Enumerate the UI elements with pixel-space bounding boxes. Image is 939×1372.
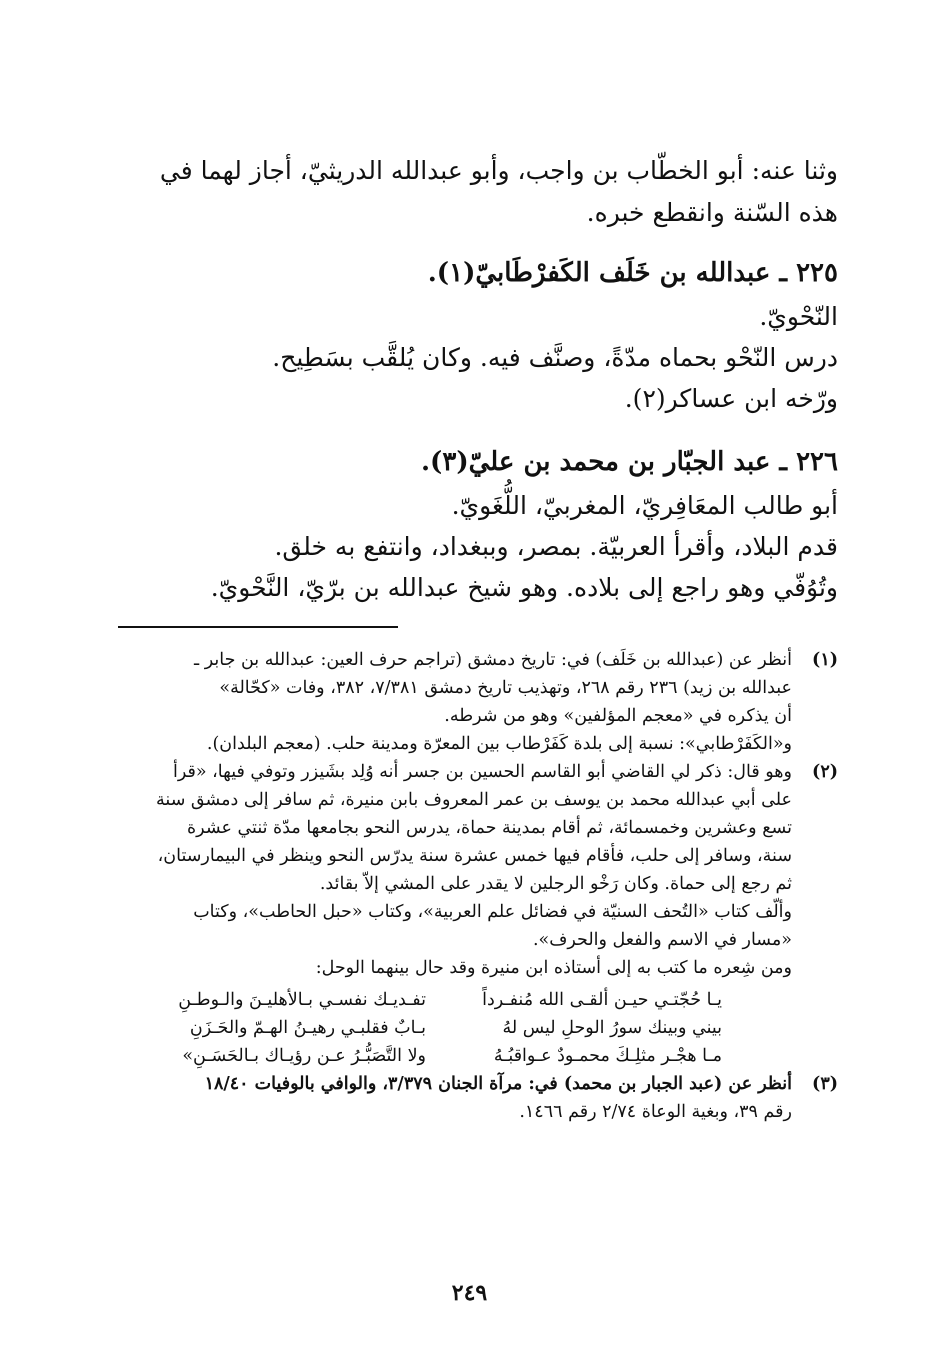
footnote-body xyxy=(110,758,792,1070)
poem-hemistich: بيني وبينك سورُ الوحلِ ليس لهُ xyxy=(502,1018,722,1038)
poem-hemistich: تفـديـك نفسـي بـالأهليـنَ والـوطـنِ xyxy=(178,990,426,1010)
page-content xyxy=(110,150,838,1126)
footnote-1 xyxy=(110,646,838,758)
footnote-line: و«الكَفَرْطابي»: نسبة إلى بلدة كَفَرْطاب بين المعرّة ومدينة حلب. (معجم البلدان). xyxy=(206,734,792,754)
intro-line: وثنا عنه: أبو الخطّاب بن واجب، وأبو عبدالله الدريثيّ، أجاز لهما في xyxy=(159,156,838,185)
footnote-body xyxy=(110,646,792,758)
footnote-number: (٢) xyxy=(812,762,838,782)
footnote-line: رقم ٣٩، وبغية الوعاة ٢/٧٤ رقم ١٤٦٦. xyxy=(519,1102,792,1122)
footnote-line: أن يذكره في «معجم المؤلفين» وهو من شرطه. xyxy=(444,706,792,726)
footnote-line: ومن شِعره ما كتب به إلى أستاذه ابن منيرة وقد حال بينهما الوحل: xyxy=(315,958,792,978)
footnote-line: «مسار في الاسم والفعل والحرف». xyxy=(532,930,792,950)
poem-hemistich: بـابٌ فقلبـي رهيـنُ الهـمّ والحَـزَنِ xyxy=(189,1018,426,1038)
footnote-number: (٣) xyxy=(812,1074,838,1094)
poem-hemistich: يـا حُجّتـي حيـن ألقـى الله مُنفـرداً xyxy=(482,990,722,1010)
intro-paragraph xyxy=(110,150,838,234)
footnote-line: تسع وعشرين وخمسمائة، ثم أقام بمدينة حماة، يدرس النحو بجامعها مدّة ثنتي عشرة xyxy=(187,818,792,838)
footnote-divider xyxy=(118,626,398,628)
entry-line: أبو طالب المعَافِريّ، المغربيّ، اللُّغَويّ. xyxy=(451,491,838,520)
entry-heading: ٢٢٦ ـ عبد الجبّار بن محمد بن عليّ(٣). xyxy=(420,447,838,477)
entry-line: قدم البلاد، وأقرأ العربيّة. بمصر، وببغداد، وانتفع به خلق. xyxy=(274,532,838,561)
poem-hemistich: مـا هجْـر مثلِـكَ محمـودٌ عـواقبُـهُ xyxy=(493,1046,722,1066)
footnote-line: سنة، وسافر إلى حلب، فأقام فيها خمس عشرة سنة يدرّس النحو وينظر في البيمارستان، xyxy=(157,846,792,866)
entry-line: النّحْويّ. xyxy=(759,302,838,331)
footnote-line: وألّف كتاب «التُحف السنيّة في فضائل علم العربية»، وكتاب «حبل الحاطب»، وكتاب xyxy=(193,902,792,922)
entry-225 xyxy=(110,250,838,419)
entry-line: ورّخه ابن عساكر(٢). xyxy=(624,384,838,413)
footnote-line: أنظر عن (عبدالله بن خَلَف) في: تاريخ دمشق (تراجم حرف العين: عبدالله بن جابر ـ xyxy=(194,650,792,670)
footnote-line: وهو قال: ذكر لي القاضي أبو القاسم الحسين بن جسر أنه وُلِد بشَيزر وتوفي فيها، «قرأ xyxy=(173,762,792,782)
poem xyxy=(110,982,792,1070)
footnote-line: أنظر عن (عبد الجبار بن محمد) في: مرآة الجنان ٣/٣٧٩، والوافي بالوفيات ١٨/٤٠ xyxy=(204,1074,792,1094)
footnote-line: على أبي عبدالله محمد بن يوسف بن عمر المعروف بابن منيرة، ثم سافر إلى دمشق سنة xyxy=(156,790,792,810)
footnote-number: (١) xyxy=(812,650,838,670)
footnote-line: عبدالله بن زيد) ٢٣٦ رقم ٢٦٨، وتهذيب تاريخ دمشق ٧/٣٨١، ٣٨٢، وفات «كحّالة» xyxy=(219,678,792,698)
footnote-3 xyxy=(110,1070,838,1126)
entry-line: درس النّحْو بحماه مدّةً، وصنَّف فيه. وكان يُلقَّب بسَطِيح. xyxy=(272,343,838,372)
entry-line: وتُوُفّي وهو راجع إلى بلاده. وهو شيخ عبدالله بن برّيّ، النَّحْويّ. xyxy=(210,573,838,602)
entry-226 xyxy=(110,439,838,608)
footnote-body xyxy=(110,1070,792,1126)
page-number: ٢٤٩ xyxy=(451,1280,488,1306)
entry-heading: ٢٢٥ ـ عبدالله بن خَلَف الكَفرْطَابيّ(١). xyxy=(427,258,838,288)
poem-hemistich: ولا التَّصَبُّـرُ عـن رؤيـاك بـالحَسَـنِ» xyxy=(182,1046,426,1066)
footnote-line: ثم رجع إلى حماة. وكان رَخْو الرجلين لا يقدر على المشي إلاّ بقائد. xyxy=(319,874,792,894)
intro-line: هذه السّنة وانقطع خبره. xyxy=(586,198,838,227)
footnote-2 xyxy=(110,758,838,1070)
footnotes xyxy=(110,646,838,1126)
